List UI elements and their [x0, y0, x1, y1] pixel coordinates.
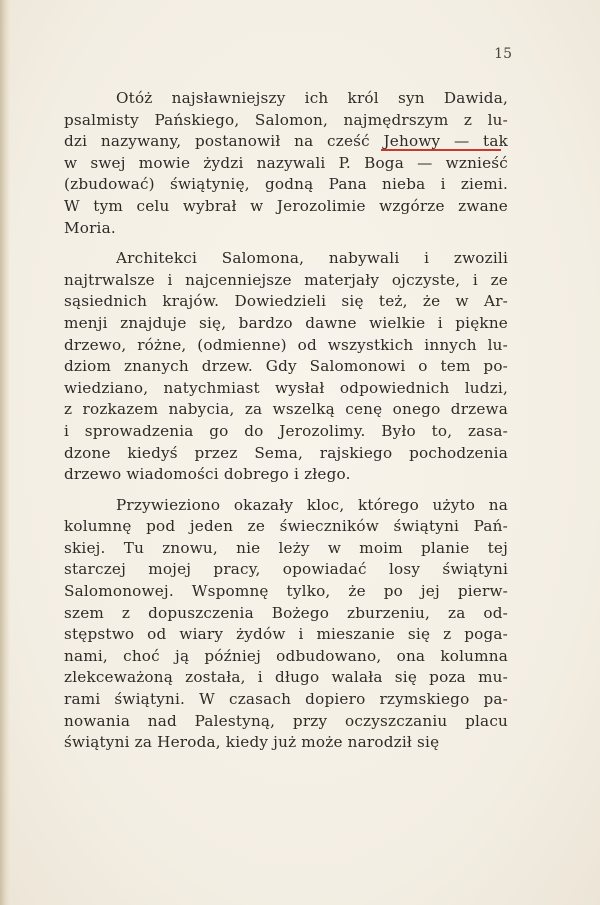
- paragraph-gap: [64, 239, 508, 248]
- text-line: wiedziano, natychmiast wysłał odpowiednich ludzi,: [64, 378, 508, 397]
- text-line: starczej mojej pracy, opowiadać losy świątyni: [64, 560, 508, 579]
- text-line: zlekceważoną została, i długo walała się poza mu-: [64, 668, 508, 687]
- text-line: skiej. Tu znowu, nie leży w moim planie tej: [64, 538, 508, 557]
- body-text: [64, 88, 508, 754]
- text-line: dziom znanych drzew. Gdy Salomonowi o tem po-: [64, 357, 508, 376]
- text-line: nowania nad Palestyną, przy oczyszczaniu placu: [64, 711, 508, 730]
- text-line: dzone kiedyś przez Sema, rajskiego pochodzenia: [64, 443, 508, 462]
- text-line: drzewo, różne, (odmienne) od wszystkich innych lu-: [64, 335, 508, 354]
- paragraph-gap: [64, 486, 508, 495]
- text-line: rami świątyni. W czasach dopiero rzymskiego pa-: [64, 690, 508, 709]
- text-line: W tym celu wybrał w Jerozolimie wzgórze zwane: [64, 196, 508, 215]
- text-line: Przywieziono okazały kloc, którego użyto na: [116, 495, 508, 514]
- text-line: Salomonowej. Wspomnę tylko, że po jej pierw-: [64, 582, 508, 601]
- text-line: dzi nazywany, postanowił na cześć Jehowy — tak: [64, 132, 508, 151]
- text-line: Otóż najsławniejszy ich król syn Dawida,: [116, 89, 508, 107]
- text-line: w swej mowie żydzi nazywali P. Boga — wznieść: [64, 153, 508, 172]
- text-line: stępstwo od wiary żydów i mieszanie się z poga-: [64, 625, 508, 644]
- text-line: Moria.: [64, 218, 116, 237]
- text-line: psalmisty Pańskiego, Salomon, najmędrszym z lu-: [64, 110, 508, 129]
- page-number: 15: [494, 46, 512, 62]
- text-line: menji znajduje się, bardzo dawne wielkie i piękne: [64, 313, 508, 332]
- text-line: kolumnę pod jeden ze świeczników świątyni Pań-: [64, 517, 508, 536]
- text-line: drzewo wiadomości dobrego i złego.: [64, 465, 351, 484]
- text-line: i sprowadzenia go do Jerozolimy. Było to, zasa-: [64, 421, 508, 440]
- text-line: świątyni za Heroda, kiedy już może narodził się: [64, 733, 440, 752]
- text-line: szem z dopuszczenia Bożego zburzeniu, za od-: [64, 603, 508, 622]
- text-line: z rozkazem nabycia, za wszelką cenę onego drzewa: [64, 400, 508, 419]
- text-line: Architekci Salomona, nabywali i zwozili: [116, 249, 508, 268]
- text-line: nami, choć ją później odbudowano, ona kolumna: [64, 646, 508, 665]
- page-binding-edge: [0, 0, 10, 905]
- text-line: (zbudować) świątynię, godną Pana nieba i ziemi.: [64, 175, 508, 194]
- text-line: sąsiednich krajów. Dowiedzieli się też, że w Ar-: [64, 292, 508, 311]
- text-line: najtrwalsze i najcenniejsze materjały ojczyste, i ze: [64, 270, 508, 289]
